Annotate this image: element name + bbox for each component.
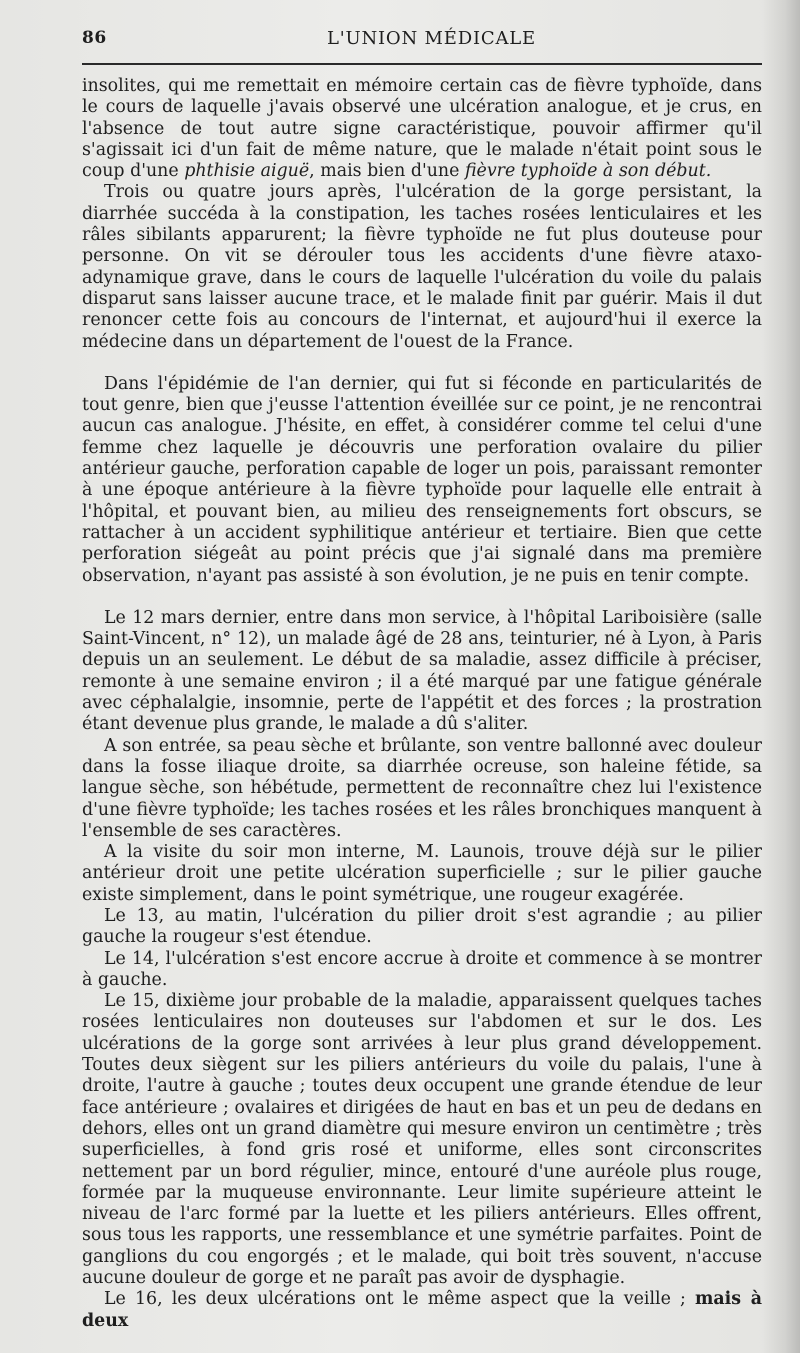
paragraph-4: Le 12 mars dernier, entre dans mon service, à l'hôpital Lariboisière (salle Saint-Vincent, n° 12), un malade âgé de 28 ans, teinturier, né à Lyon, à Paris depuis un an seulement. Le début de sa maladie, assez difficile à préciser, remonte à une semaine environ ; il a été marqué par une fatigue générale avec céphalalgie, insomnie, perte de l'appétit et des forces ; la prostration étant devenue plus grande, le malade a dû s'aliter. <box>82 607 762 735</box>
paragraph-10-text: Le 16, les deux ulcérations ont le même aspect que la veille ; <box>104 1289 695 1310</box>
paragraph-8: Le 14, l'ulcération s'est encore accrue à droite et commence à se montrer à gauche. <box>82 948 762 990</box>
paragraph-1 <box>82 76 762 182</box>
paragraph-6: A la visite du soir mon interne, M. Launois, trouve déjà sur le pilier antérieur droit une petite ulcération superficielle ; sur le pilier gauche existe simplement, dans le point symétrique, une rougeur exagérée. <box>82 842 762 905</box>
page-number: 86 <box>82 28 107 48</box>
paragraph-5: A son entrée, sa peau sèche et brûlante, son ventre ballonné avec douleur dans la fosse iliaque droite, sa diarrhée ocreuse, son haleine fétide, sa langue sèche, son hébétude, permettent de reconnaître chez lui l'existence d'une fièvre typhoïde; les taches rosées et les râles bronchiques manquent à l'ensemble de ses caractères. <box>82 735 762 841</box>
article-body <box>82 76 762 1332</box>
paragraph-2: Trois ou quatre jours après, l'ulcération de la gorge persistant, la diarrhée succéda à la constipation, les taches rosées lenticulaires et les râles sibilants apparurent; la fièvre typhoïde ne fut plus douteuse pour personne. On vit se dérouler tous les accidents d'une fièvre ataxo-adynamique grave, dans le cours de laquelle l'ulcération du voile du palais disparut sans laisser aucune trace, et le malade finit par guérir. Mais il dut renoncer cette fois au concours de l'internat, et aujourd'hui il exerce la médecine dans un département de l'ouest de la France. <box>82 182 762 352</box>
running-title: L'UNION MÉDICALE <box>327 28 536 49</box>
paragraph-1-italic-2: fièvre typhoïde à son début. <box>464 161 712 182</box>
paragraph-1-text-2: , mais bien d'une <box>309 161 465 182</box>
page-binding-shadow <box>762 0 800 1353</box>
page-header <box>82 28 762 58</box>
header-rule <box>82 63 762 65</box>
paragraph-10-bold: mais à deux <box>82 1289 762 1331</box>
paragraph-9: Le 15, dixième jour probable de la maladie, apparaissent quelques taches rosées lenticulaires non douteuses sur l'abdomen et sur le dos. Les ulcérations de la gorge sont arrivées à leur plus grand développement. Toutes deux siègent sur les piliers antérieurs du voile du palais, l'une à droite, l'autre à gauche ; toutes deux occupent une grande étendue de leur face antérieure ; ovalaires et dirigées de haut en bas et un peu de dedans en dehors, elles ont un grand diamètre qui mesure environ un centimètre ; très superficielles, à fond gris rosé et uniforme, elles sont circonscrites nettement par un bord régulier, mince, entouré d'une auréole plus rouge, formée par la muqueuse environnante. Leur limite supérieure atteint le niveau de l'arc formé par la luette et les piliers antérieurs. Elles offrent, sous tous les rapports, une ressemblance et une symétrie parfaites. Point de ganglions du cou engorgés ; et le malade, qui boit très souvent, n'accuse aucune douleur de gorge et ne paraît pas avoir de dysphagie. <box>82 991 762 1289</box>
paragraph-10 <box>82 1289 762 1332</box>
paragraph-3: Dans l'épidémie de l'an dernier, qui fut si féconde en particularités de tout genre, bien que j'eusse l'attention éveillée sur ce point, je ne rencontrai aucun cas analogue. J'hésite, en effet, à considérer comme tel celui d'une femme chez laquelle je découvris une perforation ovalaire du pilier antérieur gauche, perforation capable de loger un pois, paraissant remonter à une époque antérieure à la fièvre typhoïde pour laquelle elle entrait à l'hôpital, et pouvant bien, au milieu des renseignements fort obscurs, se rattacher à un accident syphilitique antérieur et tertiaire. Bien que cette perforation siégeât au point précis que j'ai signalé dans ma première observation, n'ayant pas assisté à son évolution, je ne puis en tenir compte. <box>82 373 762 586</box>
paragraph-7: Le 13, au matin, l'ulcération du pilier droit s'est agrandie ; au pilier gauche la rougeur s'est étendue. <box>82 905 762 948</box>
paragraph-1-text: insolites, qui me remettait en mémoire certain cas de fièvre typhoïde, dans le cours de laquelle j'avais observé une ulcération analogue, et je crus, en l'absence de tout autre signe caractéristique, pouvoir affirmer qu'il s'agissait ici d'un fait de même nature, que le malade n'était point sous le coup d'une <box>82 76 762 182</box>
paragraph-1-italic-1: phthisie aiguë <box>184 161 310 182</box>
